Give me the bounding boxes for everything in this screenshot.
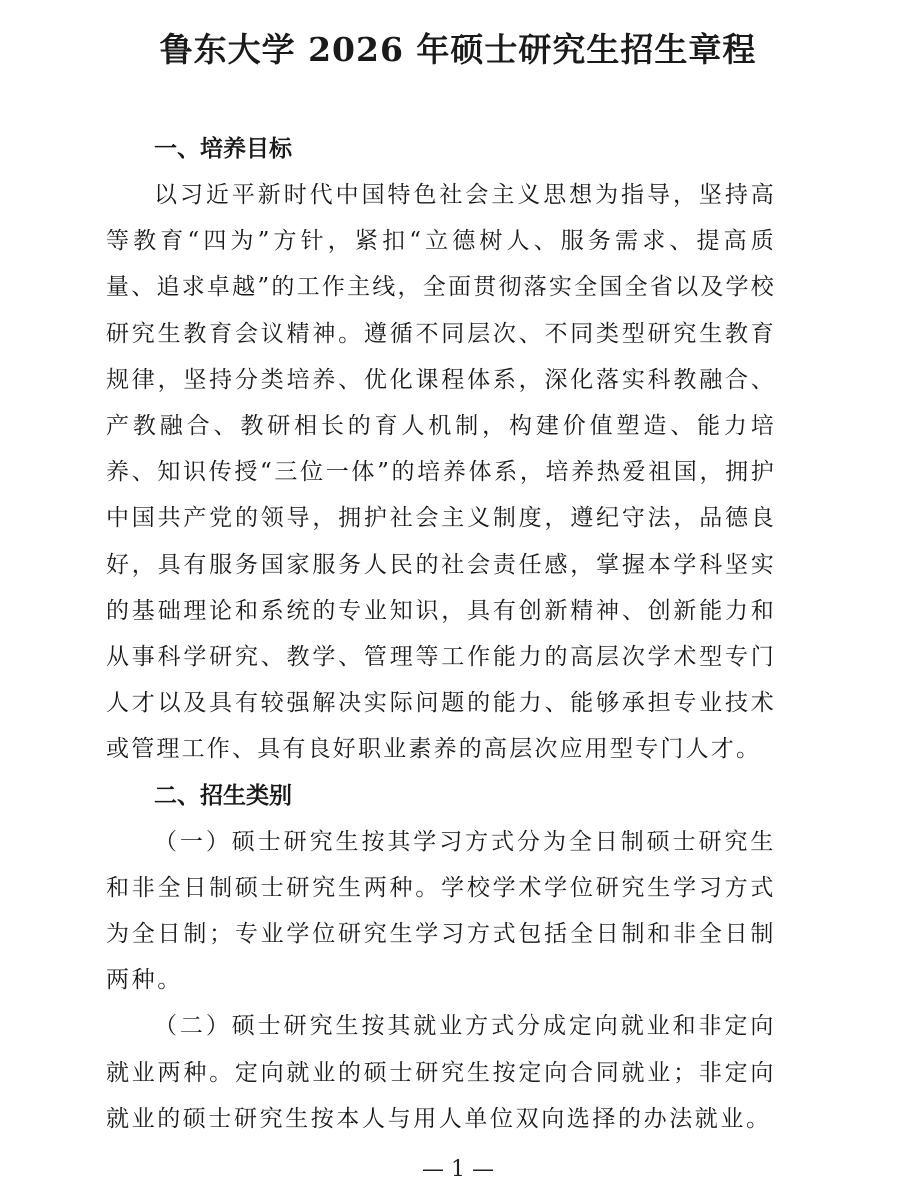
document-body <box>106 126 776 1142</box>
section-heading-training-goals: 一、培养目标 <box>154 136 292 162</box>
training-goals-paragraph: 以习近平新时代中国特色社会主义思想为指导，坚持高等教育“四为”方针，紧扣“立德树人、服务需求、提高质量、追求卓越”的工作主线，全面贯彻落实全国全省以及学校研究生教育会议精神。遵循不同层次、不同类型研究生教育规律，坚持分类培养、优化课程体系，深化落实科教融合、产教融合、教研相长的育人机制，构建价值塑造、能力培养、知识传授“三位一体”的培养体系，培养热爱祖国，拥护中国共产党的领导，拥护社会主义制度，遵纪守法，品德良好，具有服务国家服务人民的社会责任感，掌握本学科坚实的基础理论和系统的专业知识，具有创新精神、创新能力和从事科学研究、教学、管理等工作能力的高层次学术型专门人才以及具有较强解决实际问题的能力、能够承担专业技术或管理工作、具有良好职业素养的高层次应用型专门人才。 <box>106 182 776 763</box>
enrollment-category-employment-paragraph: （二）硕士研究生按其就业方式分成定向就业和非定向就业两种。定向就业的硕士研究生按定向合同就业；非定向就业的硕士研究生按本人与用人单位双向选择的办法就业。 <box>106 1013 776 1132</box>
enrollment-category-study-mode-paragraph: （一）硕士研究生按其学习方式分为全日制硕士研究生和非全日制硕士研究生两种。学校学术学位研究生学习方式为全日制；专业学位研究生学习方式包括全日制和非全日制两种。 <box>106 828 776 994</box>
section-heading-enrollment-categories: 二、招生类别 <box>154 782 292 809</box>
page-number: — 1 — <box>422 1157 494 1182</box>
document-title: 鲁东大学 2026 年硕士研究生招生章程 <box>159 30 757 69</box>
